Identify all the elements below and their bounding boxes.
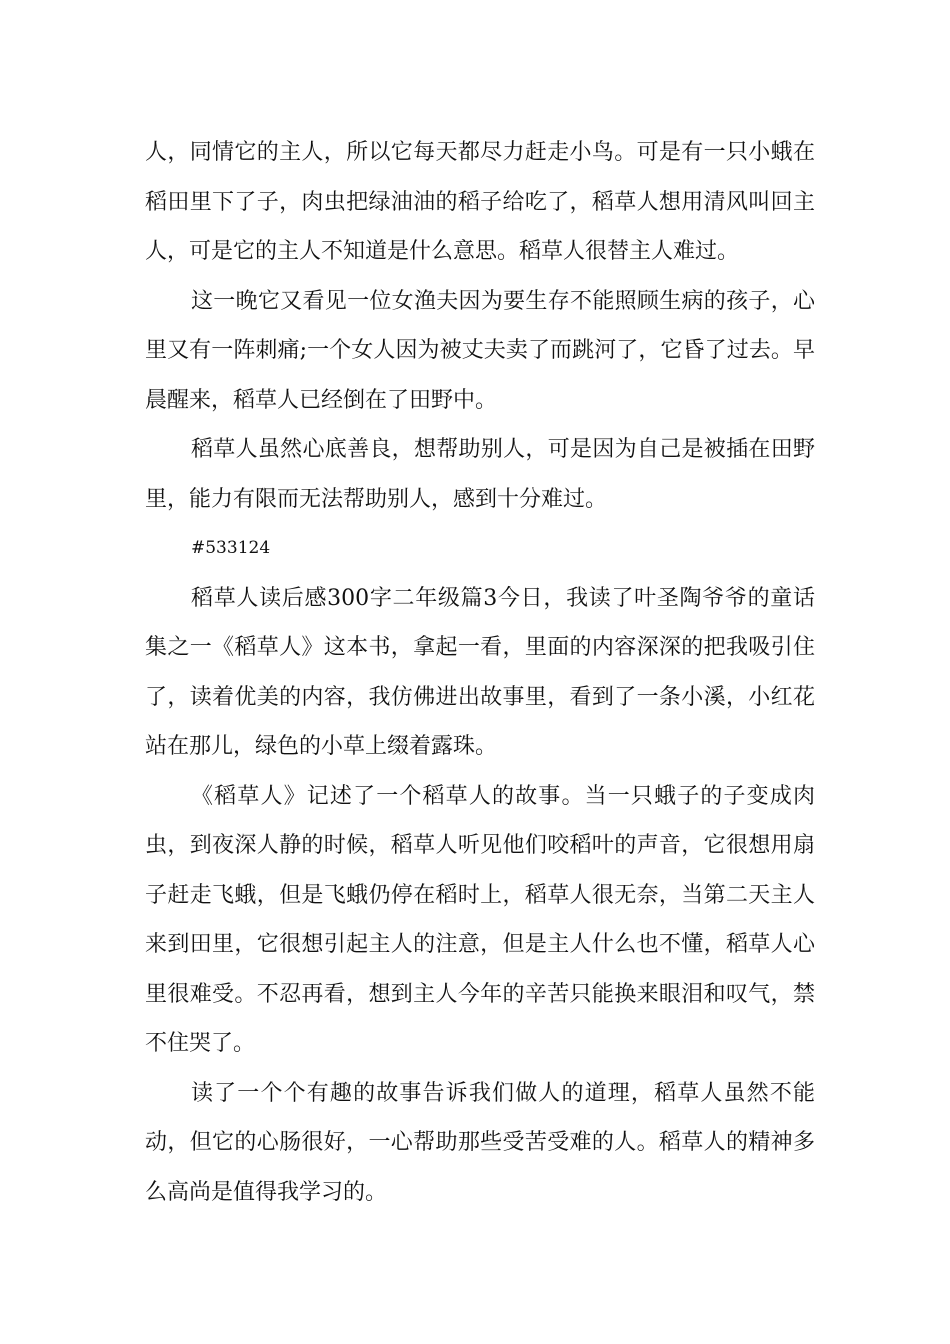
document-body xyxy=(145,128,815,1217)
paragraph-story-summary: 《稻草人》记述了一个稻草人的故事。当一只蛾子的子变成肉虫，到夜深人静的时候，稻草人听见他们咬稻叶的声音，它很想用扇子赶走飞蛾，但是飞蛾仍停在稻时上，稻草人很无奈，当第二天主人来到田里，它很想引起主人的注意，但是主人什么也不懂，稻草人心里很难受。不忍再看，想到主人今年的辛苦只能换来眼泪和叹气，禁不住哭了。 xyxy=(145,783,815,1056)
paragraph-essay-3-intro: 稻草人读后感300字二年级篇3今日，我读了叶圣陶爷爷的童话集之一《稻草人》这本书，拿起一看，里面的内容深深的把我吸引住了，读着优美的内容，我仿佛进出故事里，看到了一条小溪，小红花站在那儿，绿色的小草上缀着露珠。 xyxy=(145,585,815,759)
document-id-code: #533124 xyxy=(191,538,271,558)
paragraph-continuation: 人，同情它的主人，所以它每天都尽力赶走小鸟。可是有一只小蛾在稻田里下了子，肉虫把绿油油的稻子给吃了，稻草人想用清风叫回主人，可是它的主人不知道是什么意思。稻草人很替主人难过。 xyxy=(145,140,815,264)
paragraph-conclusion: 读了一个个有趣的故事告诉我们做人的道理，稻草人虽然不能动，但它的心肠很好，一心帮助那些受苦受难的人。稻草人的精神多么高尚是值得我学习的。 xyxy=(145,1080,815,1205)
paragraph-kind-heart: 稻草人虽然心底善良，想帮助别人，可是因为自己是被插在田野里，能力有限而无法帮助别人，感到十分难过。 xyxy=(145,437,815,512)
paragraph-fisherwoman: 这一晚它又看见一位女渔夫因为要生存不能照顾生病的孩子，心里又有一阵刺痛;一个女人因为被丈夫卖了而跳河了，它昏了过去。早晨醒来，稻草人已经倒在了田野中。 xyxy=(145,288,815,413)
